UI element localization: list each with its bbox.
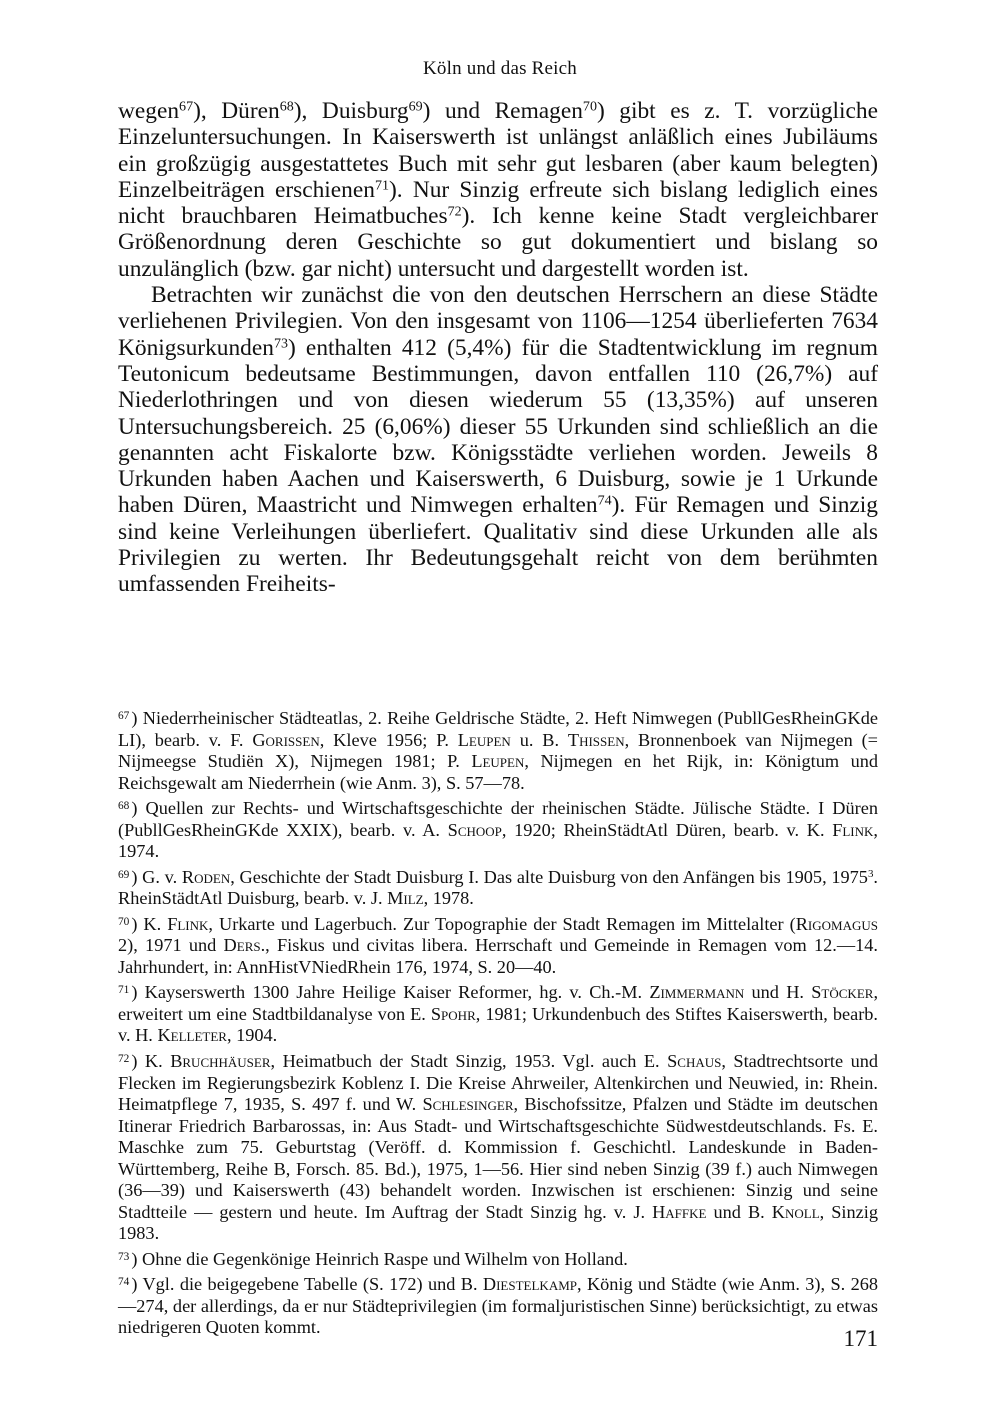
- text-run: ) K.: [131, 1051, 171, 1072]
- footnote-number: 73: [118, 1250, 130, 1263]
- text-run: , 1978.: [423, 888, 474, 909]
- footnote-number: 71: [118, 984, 130, 997]
- footnote: [118, 980, 878, 1047]
- text-run: ) gibt es z. T. vorzügliche Einzeluntersuchungen. In Kaiserswerth ist unlängst anläßlich eines Jubiläums ein großzügig ausgestattetes Buch mit sehr gut lesbaren (aber kaum belegten) Einzelbeiträgen erschienen: [118, 98, 878, 203]
- text-run: ) G. v.: [131, 866, 182, 887]
- text-run: ), Düren: [193, 98, 280, 124]
- text-run: und H.: [744, 982, 812, 1003]
- text-run: ), Duisburg: [293, 98, 409, 124]
- author-name: Milz: [387, 888, 424, 909]
- footnote: [118, 1247, 878, 1271]
- author-name: Zimmermann: [649, 982, 745, 1003]
- running-head: Köln und das Reich: [423, 58, 577, 79]
- footnote-number: 74: [118, 1276, 130, 1289]
- author-name: Schlesinger: [422, 1094, 514, 1115]
- text-run: , 1920; RheinStädtAtl Düren, bearb. v. K.: [501, 819, 833, 840]
- author-name: Gorissen: [252, 729, 320, 750]
- author-name: Ders.: [223, 935, 266, 956]
- text-run: ) Vgl. die beigegebene Tabelle (S. 172) und B.: [131, 1274, 483, 1295]
- author-name: Knoll: [771, 1201, 820, 1222]
- main-text: [118, 98, 878, 598]
- text-run: . RheinStädtAtl Duisburg, bearb. v. J.: [118, 866, 878, 909]
- footnote-number: 69: [118, 868, 130, 881]
- footnote: [118, 912, 878, 979]
- text-run: ) enthalten 412 (5,4%) für die Stadtentwicklung im regnum Teutonicum bedeutsame Bestimmungen, davon entfallen 110 (26,7%) auf Niederlothringen und von diesen wiederum 55 (13,35%) auf unseren Untersuchungsbereich. 25 (6,06%) dieser 55 Urkunden sind schließlich an die genannten acht Fiskalorte bzw. Königsstädte verliehen worden. Jeweils 8 Urkunden haben Aachen und Kaiserswerth, 6 Duisburg, sowie je 1 Urkunde haben Düren, Maastricht und Nimwegen erhalten: [118, 334, 878, 519]
- page-number: 171: [843, 1326, 878, 1351]
- footnote: [118, 1272, 878, 1339]
- text-run: , Urkarte und Lagerbuch. Zur Topographie der Stadt Remagen im Mittelalter (: [208, 913, 796, 934]
- author-name: Leupen: [457, 729, 511, 750]
- footnote-ref: 69: [408, 98, 423, 115]
- text-run: , Fiskus und civitas libera. Herrschaft und Gemeinde in Remagen vom 12.—14. Jahrhundert, in: AnnHistVNiedRhein 176, 1974, S. 20—40.: [118, 935, 879, 977]
- author-name: Bruchhäuser: [170, 1051, 271, 1072]
- footnote-ref: 3: [867, 867, 874, 880]
- text-run: , erweitert um eine Stadtbildanalyse von E.: [118, 982, 879, 1024]
- text-run: ). Für Remagen und Sinzig sind keine Verleihungen überliefert. Qualitativ sind diese Urkunden alle als Privilegien zu werten. Ihr Bedeutungsgehalt reicht von dem berühmten umfassenden Freiheits-: [118, 492, 878, 598]
- text-run: ) Niederrheinischer Städteatlas, 2. Reihe Geldrische Städte, 2. Heft Nimwegen (PubllGesRheinGKde LI), bearb. v. F.: [118, 708, 878, 750]
- text-run: , 1904.: [226, 1025, 278, 1046]
- author-name: Haffke: [652, 1201, 707, 1222]
- text-run: ) Kayserswerth 1300 Jahre Heilige Kaiser Reformer, hg. v. Ch.-M.: [131, 982, 650, 1003]
- footnote-ref: 72: [447, 203, 462, 220]
- footnote: [118, 1049, 878, 1245]
- author-name: Spohr: [430, 1003, 476, 1024]
- author-name: Schoop: [447, 819, 502, 840]
- footnote: [118, 796, 878, 863]
- footnote-ref: 70: [582, 98, 597, 115]
- text-run: , Geschichte der Stadt Duisburg I. Das alte Duisburg von den Anfängen bis 1905, 1975: [230, 866, 868, 887]
- text-run: ) Ohne die Gegenkönige Heinrich Raspe und Wilhelm von Holland.: [131, 1248, 628, 1269]
- footnote: [118, 706, 878, 794]
- text-run: , Bischofssitze, Pfalzen und Städte im deutschen Itinerar Friedrich Barbarossas, in: Aus Stadt- und Wirtschaftsgeschichte Südwestdeutschlands. Fs. E. Maschke zum 75. Geburtstag (Veröff. d. Kommission f. Geschichtl. Landeskunde in Baden-Württemberg, Reihe B, Forsch. 85. Bd.), 1975, 1—56. Hier sind neben Sinzig (39 f.) auch Nimwegen (36—39) und Kaiserswerth (43) behandelt worden. Inzwischen ist erschienen: Sinzig und seine Stadtteile — gestern und heute. Im Auftrag der Stadt Sinzig hg. v. J.: [118, 1094, 878, 1222]
- text-run: , Bronnenboek van Nijmegen (= Nijmeegse Studiën X), Nijmegen 1981; P.: [118, 729, 878, 772]
- author-name: Flink: [167, 913, 209, 934]
- text-run: , Kleve 1956; P.: [319, 729, 458, 750]
- footnotes: [118, 706, 878, 1341]
- author-name: Flink: [832, 819, 874, 840]
- text-run: ) K.: [131, 913, 168, 934]
- text-run: 2), 1971 und: [118, 935, 224, 956]
- footnote-number: 72: [118, 1052, 130, 1065]
- author-name: Diestelkamp: [482, 1274, 577, 1295]
- footnote: [118, 865, 878, 910]
- author-name: Leupen: [471, 751, 525, 772]
- author-name: Rigomagus: [795, 913, 878, 934]
- text-run: , Nijmegen en het Rijk, in: Königtum und Reichsgewalt am Niederrhein (wie Anm. 3), S. 57—78.: [118, 751, 879, 793]
- text-run: , Sinzig 1983.: [118, 1201, 878, 1244]
- text-run: , König und Städte (wie Anm. 3), S. 268—274, der allerdings, da er nur Städteprivilegien (im formaljuristischen Sinne) berücksichtigt, zu etwas niedrigeren Quoten kommt.: [118, 1274, 878, 1338]
- text-run: ) Quellen zur Rechts- und Wirtschaftsgeschichte der rheinischen Städte. Jülische Städte. I Düren (PubllGesRheinGKde XXIX), bearb. v. A.: [118, 798, 878, 840]
- text-run: wegen: [118, 98, 180, 124]
- footnote-ref: 73: [273, 334, 288, 351]
- footnote-number: 67: [118, 710, 130, 722]
- author-name: Thissen: [567, 729, 625, 750]
- text-run: Betrachten wir zunächst die von den deutschen Herrschern an diese Städte verliehenen Privilegien. Von den insgesamt von 1106—1254 überlieferten 7634 Königsurkunden: [118, 282, 878, 361]
- paragraph: [118, 98, 878, 282]
- author-name: Kelleter: [157, 1025, 227, 1046]
- footnote-ref: 68: [279, 98, 294, 115]
- paragraph: [118, 282, 878, 598]
- text-run: ) und Remagen: [422, 98, 583, 124]
- footnote-number: 68: [118, 800, 130, 813]
- footnote-number: 70: [118, 915, 130, 928]
- text-run: ). Ich kenne keine Stadt vergleichbarer Größenordnung deren Geschichte so gut dokumentiert und bislang so unzulänglich (bzw. gar nicht) untersucht und dargestellt worden ist.: [118, 203, 878, 282]
- author-name: Roden: [181, 866, 231, 887]
- footnote-ref: 74: [597, 492, 612, 509]
- text-run: , Stadtrechtsorte und Flecken im Regierungsbezirk Koblenz I. Die Kreise Ahrweiler, Altenkirchen und Neuwied, in: Rhein. Heimatpflege 7, 1935, S. 497 f. und W.: [118, 1051, 878, 1115]
- text-run: ). Nur Sinzig erfreute sich bislang lediglich eines nicht brauchbaren Heimatbuches: [118, 176, 878, 230]
- footnote-ref: 67: [179, 98, 194, 115]
- author-name: Schaus: [667, 1051, 722, 1072]
- text-run: , 1974.: [118, 819, 878, 862]
- footnote-ref: 71: [374, 177, 389, 194]
- text-run: und B.: [706, 1201, 772, 1222]
- author-name: Stöcker: [811, 982, 874, 1003]
- text-run: u. B.: [510, 729, 568, 750]
- text-run: , 1981; Urkundenbuch des Stiftes Kaiserswerth, bearb. v. H.: [118, 1003, 878, 1046]
- text-run: , Heimatbuch der Stadt Sinzig, 1953. Vgl. auch E.: [270, 1051, 668, 1072]
